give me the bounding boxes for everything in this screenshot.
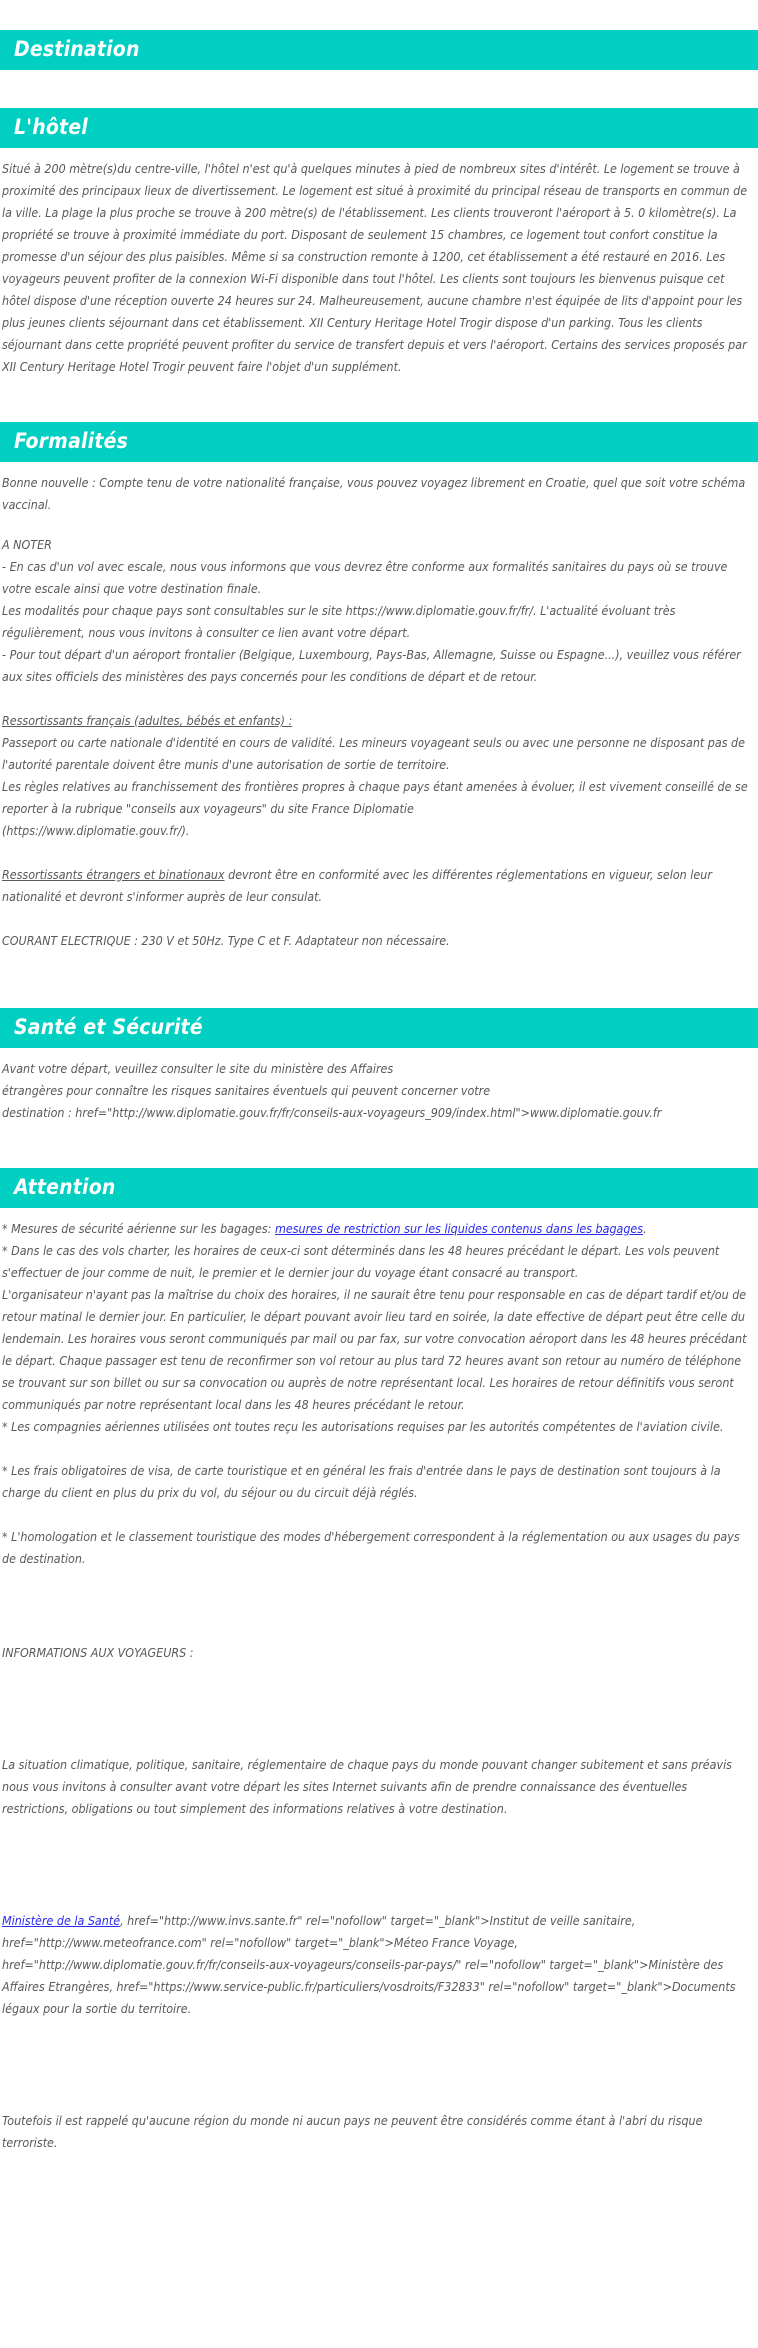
section-header-hotel <box>0 108 758 148</box>
attention-bagages-prefix: * Mesures de sécurité aérienne sur les bagages: <box>2 1221 275 1236</box>
attention-terrorisme-text: Toutefois il est rappelé qu'aucune région du monde ni aucun pays ne peuvent être considérés comme étant à l'abri du risque terroriste. <box>2 2113 703 2150</box>
spacer <box>0 1048 758 1058</box>
ressortissants-etrangers-rest: devront être en conformité avec les différentes réglementations en vigueur, selon leur nationalité et devront s'informer auprès de leur consulat. <box>2 867 712 904</box>
formalites-a-noter <box>0 534 758 688</box>
attention-frais <box>0 1460 758 1504</box>
attention-homologation-text: * L'homologation et le classement touristique des modes d'hébergement correspondent à la réglementation ou aux usages du pays de destination. <box>2 1529 740 1566</box>
informations-voyageurs-label: INFORMATIONS AUX VOYAGEURS : <box>2 1645 194 1660</box>
section-title-destination: Destination <box>14 37 140 61</box>
formalites-good-news <box>0 472 758 516</box>
top-spacer <box>0 0 758 30</box>
spacer <box>0 908 758 930</box>
attention-links-paragraph <box>2 1910 752 2020</box>
spacer <box>0 462 758 472</box>
attention-links-block <box>0 1910 758 2020</box>
bottom-spacer <box>0 2154 758 2180</box>
spacer <box>0 1664 758 1754</box>
attention-homologation <box>0 1526 758 1570</box>
section-header-destination <box>0 30 758 70</box>
attention-situation-line-1: La situation climatique, politique, sanitaire, réglementaire de chaque pays du monde pouvant changer subitement et sans préavis <box>2 1757 732 1772</box>
spacer <box>0 1124 758 1168</box>
ressortissants-etrangers-paragraph <box>2 864 752 908</box>
attention-compagnies-text: * Les compagnies aériennes utilisées ont toutes reçu les autorisations requises par les autorités compétentes de l'aviation civile. <box>2 1419 724 1434</box>
spacer <box>0 378 758 422</box>
sante-body <box>0 1058 758 1124</box>
spacer <box>0 148 758 158</box>
section-header-sante <box>0 1008 758 1048</box>
informations-voyageurs-label-block <box>0 1642 758 1664</box>
ressortissants-francais-heading: Ressortissants français (adultes, bébés et enfants) : <box>2 713 293 728</box>
section-title-hotel: L'hôtel <box>14 115 88 139</box>
spacer <box>0 952 758 1008</box>
a-noter-label: A NOTER <box>2 537 52 552</box>
a-noter-line-1: - En cas d'un vol avec escale, nous vous informons que vous devrez être conforme aux formalités sanitaires du pays où se trouve votre escale ainsi que votre destination finale. <box>2 559 728 596</box>
section-title-sante: Santé et Sécurité <box>14 1015 203 1039</box>
ressortissants-francais-line-2: Les règles relatives au franchissement des frontières propres à chaque pays étant amenées à évoluer, il est vivement conseillé de se reporter à la rubrique "conseils aux voyageurs" du site France Diplomatie <box>2 779 748 816</box>
spacer <box>0 1438 758 1460</box>
courant-electrique-text: COURANT ELECTRIQUE : 230 V et 50Hz. Type C et F. Adaptateur non nécessaire. <box>2 933 450 948</box>
formalites-ressortissants-etrangers <box>0 864 758 908</box>
a-noter-line-3: - Pour tout départ d'un aéroport frontalier (Belgique, Luxembourg, Pays-Bas, Allemagne, Suisse ou Espagne...), veuillez vous référer aux sites officiels des ministères des pays concernés pour les conditions de départ et de retour. <box>2 647 741 684</box>
spacer <box>0 1504 758 1526</box>
spacer <box>0 1208 758 1218</box>
attention-bagages-paragraph <box>2 1218 752 1240</box>
spacer <box>0 1570 758 1642</box>
formalites-ressortissants-francais <box>0 710 758 842</box>
attention-charter <box>0 1240 758 1284</box>
ressortissants-francais-line-1: Passeport ou carte nationale d'identité en cours de validité. Les mineurs voyageant seuls ou avec une personne ne disposant pas de l'autorité parentale doivent être munis d'une autorisation de sortie de territoire. <box>2 735 745 772</box>
attention-charter-text: * Dans le cas des vols charter, les horaires de ceux-ci sont déterminés dans les 48 heures précédant le départ. Les vols peuvent s'effectuer de jour comme de nuit, le premier et le dernier jour du voyage étant consacré au transport. <box>2 1243 720 1280</box>
attention-organisateur <box>0 1284 758 1416</box>
formalites-courant-electrique <box>0 930 758 952</box>
spacer <box>0 2020 758 2110</box>
section-title-attention: Attention <box>14 1175 116 1199</box>
ressortissants-etrangers-heading: Ressortissants étrangers et binationaux <box>2 867 225 882</box>
attention-organisateur-text: L'organisateur n'ayant pas la maîtrise du choix des horaires, il ne saurait être tenu pour responsable en cas de départ tardif et/ou de retour matinal le dernier jour. En particulier, le départ pouvant avoir lieu tard en soirée, la date effective de départ peut être celle du lendemain. Les horaires vous seront communiqués par mail ou par fax, sur votre convocation aéroport dans les 48 heures précédant le départ. Chaque passager est tenu de reconfirmer son vol retour au plus tard 72 heures avant son retour au numéro de téléphone se trouvant sur son billet ou sur sa convocation ou auprès de notre représentant local. Les horaires de retour définitifs vous seront communiqués par notre représentant local dans les 48 heures précédant le retour. <box>2 1287 747 1412</box>
attention-terrorisme <box>0 2110 758 2154</box>
hotel-description <box>0 158 758 378</box>
hotel-description-text: Situé à 200 mètre(s)du centre-ville, l'hôtel n'est qu'à quelques minutes à pied de nombreux sites d'intérêt. Le logement se trouve à proximité des principaux lieux de divertissement. Le logement est situé à proximité du principal réseau de transports en commun de la ville. La plage la plus proche se trouve à 200 mètre(s) de l'établissement. Les clients trouveront l'aéroport à 5. 0 kilomètre(s). La propriété se trouve à proximité immédiate du port. Disposant de seulement 15 chambres, ce logement tout confort constitue la promesse d'un séjour des plus paisibles. Même si sa construction remonte à 1200, cet établissement a été restauré en 2016. Les voyageurs peuvent profiter de la connexion Wi-Fi disponible dans tout l'hôtel. Les clients sont toujours les bienvenus puisque cet hôtel dispose d'une réception ouverte 24 heures sur 24. Malheureusement, aucune chambre n'est équipée de lits d'appoint pour les plus jeunes clients séjournant dans cet établissement. XII Century Heritage Hotel Trogir dispose d'un parking. Tous les clients séjournant dans cette propriété peuvent profiter du service de transfert depuis et vers l'aéroport. Certains des services proposés par XII Century Heritage Hotel Trogir peuvent faire l'objet d'un supplément. <box>2 161 748 374</box>
attention-situation <box>0 1754 758 1820</box>
liquides-restriction-link[interactable]: mesures de restriction sur les liquides contenus dans les bagages <box>274 1221 644 1236</box>
spacer <box>0 842 758 864</box>
sante-line-1: Avant votre départ, veuillez consulter le site du ministère des Affaires <box>2 1061 394 1076</box>
sante-line-2: étrangères pour connaître les risques sanitaires éventuels qui peuvent concerner votre <box>2 1083 491 1098</box>
a-noter-line-2: Les modalités pour chaque pays sont consultables sur le site https://www.diplomatie.gouv.fr/fr/. L'actualité évoluant très régulièrement, nous vous invitons à consulter ce lien avant votre départ. <box>2 603 676 640</box>
spacer <box>0 70 758 108</box>
spacer <box>0 516 758 534</box>
section-title-formalites: Formalités <box>14 429 129 453</box>
attention-situation-line-2: nous vous invitons à consulter avant votre départ les sites Internet suivants afin de prendre connaissance des éventuelles restrictions, obligations ou tout simplement des informations relatives à votre destination. <box>2 1779 688 1816</box>
formalites-good-news-text: Bonne nouvelle : Compte tenu de votre nationalité française, vous pouvez voyagez librement en Croatie, quel que soit votre schéma vaccinal. <box>2 475 746 512</box>
attention-bagages <box>0 1218 758 1240</box>
section-header-formalites <box>0 422 758 462</box>
spacer <box>0 688 758 710</box>
attention-compagnies <box>0 1416 758 1438</box>
attention-frais-text: * Les frais obligatoires de visa, de carte touristique et en général les frais d'entrée dans le pays de destination sont toujours à la charge du client en plus du prix du vol, du séjour ou du circuit déjà réglés. <box>2 1463 721 1500</box>
ressortissants-francais-line-3: (https://www.diplomatie.gouv.fr/). <box>2 823 190 838</box>
spacer <box>0 1820 758 1910</box>
attention-links-rest: , href="http://www.invs.sante.fr" rel="nofollow" target="_blank">Institut de veille sanitaire, href="http://www.meteofrance.com" rel="nofollow" target="_blank">Méteo France Voyage, href="http://www.diplomatie.gouv.fr/fr/conseils-aux-voyageurs/conseils-par-pays/" rel="nofollow" target="_blank">Ministère des Affaires Etrangères, href="https://www.service-public.fr/particuliers/vosdroits/F32833" rel="nofollow" target="_blank">Documents légaux pour la sortie du territoire. <box>2 1913 736 2016</box>
section-header-attention <box>0 1168 758 1208</box>
ministere-sante-link[interactable]: Ministère de la Santé <box>2 1913 121 1928</box>
attention-bagages-suffix: . <box>643 1221 647 1236</box>
sante-line-3: destination : href="http://www.diplomatie.gouv.fr/fr/conseils-aux-voyageurs_909/index.html">www.diplomatie.gouv.fr <box>2 1105 662 1120</box>
